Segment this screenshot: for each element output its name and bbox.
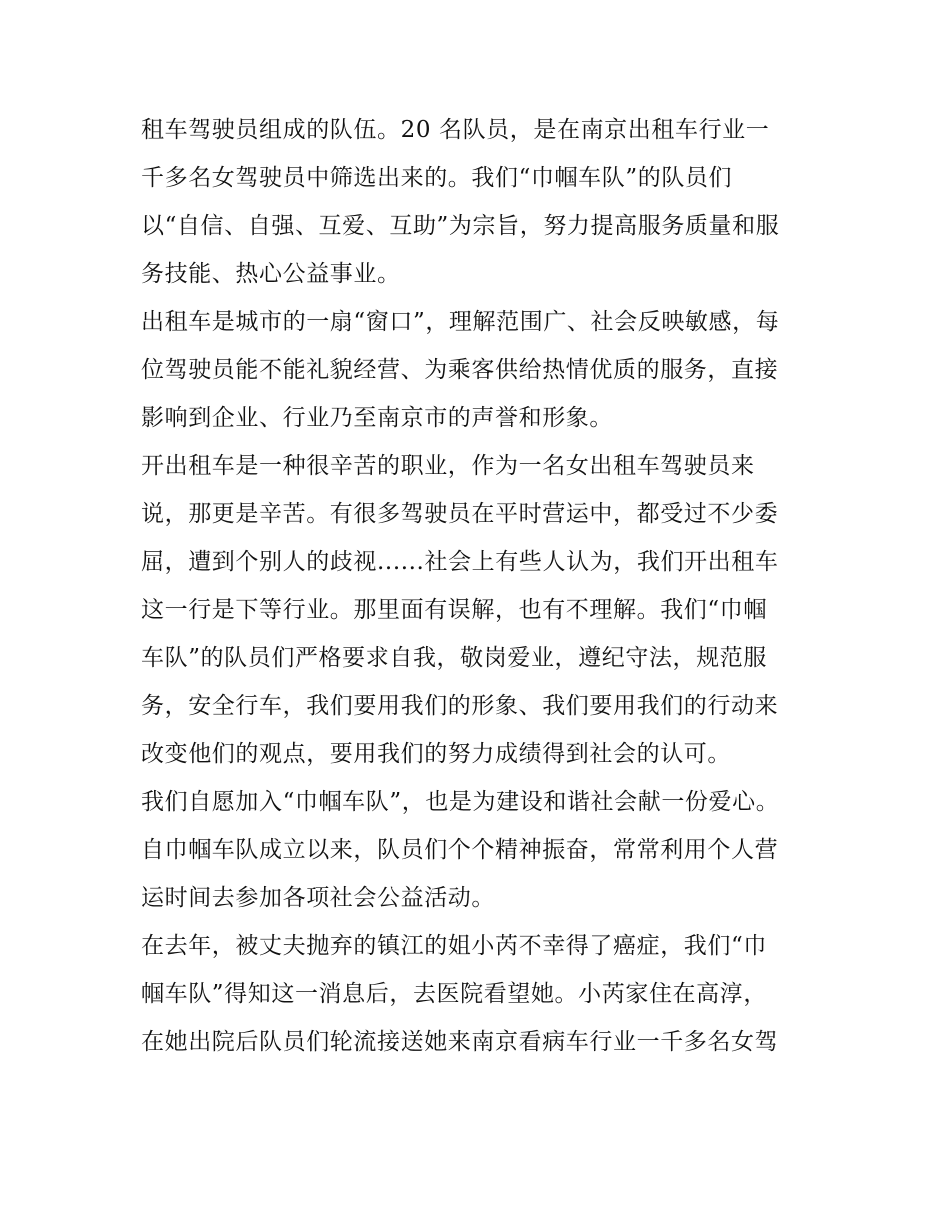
text-line: 我们自愿加入“巾帼车队”，也是为建设和谐社会献一份爱心。 <box>141 789 780 815</box>
text-line: 屈，遭到个别人的歧视......社会上有些人认为，我们开出租车 <box>141 549 779 575</box>
text-line: 出租车是城市的一扇“窗口”，理解范围广、社会反映敏感，每 <box>141 309 780 335</box>
text-line: 帼车队”得知这一消息后，去医院看望她。小芮家住在高淳， <box>141 981 767 1007</box>
text-line: 租车驾驶员组成的队伍。20 名队员，是在南京出租车行业一 <box>141 117 770 143</box>
text-line: 影响到企业、行业乃至南京市的声誉和形象。 <box>141 405 613 431</box>
text-line: 千多名女驾驶员中筛选出来的。我们“巾帼车队”的队员们 <box>141 165 733 191</box>
text-line: 车队”的队员们严格要求自我，敬岗爱业，遵纪守法，规范服 <box>141 645 767 671</box>
text-line: 以“自信、自强、互爱、互助”为宗旨，努力提高服务质量和服 <box>141 213 780 239</box>
text-line: 自巾帼车队成立以来，队员们个个精神振奋，常常利用个人营 <box>141 837 779 863</box>
text-line: 说，那更是辛苦。有很多驾驶员在平时营运中，都受过不少委 <box>141 501 779 527</box>
text-line: 运时间去参加各项社会公益活动。 <box>141 885 495 911</box>
text-line: 位驾驶员能不能礼貌经营、为乘客供给热情优质的服务，直接 <box>141 357 779 383</box>
text-line: 务，安全行车，我们要用我们的形象、我们要用我们的行动来 <box>141 693 779 719</box>
document-body <box>141 106 821 1066</box>
text-line: 开出租车是一种很辛苦的职业，作为一名女出租车驾驶员来 <box>141 453 755 479</box>
text-line: 改变他们的观点，要用我们的努力成绩得到社会的认可。 <box>141 741 731 767</box>
text-line: 在她出院后队员们轮流接送她来南京看病车行业一千多名女驾 <box>141 1029 779 1055</box>
text-line: 这一行是下等行业。那里面有误解，也有不理解。我们“巾帼 <box>141 597 767 623</box>
text-line: 务技能、热心公益事业。 <box>141 261 401 287</box>
text-line: 在去年，被丈夫抛弃的镇江的姐小芮不幸得了癌症，我们“巾 <box>141 933 767 959</box>
